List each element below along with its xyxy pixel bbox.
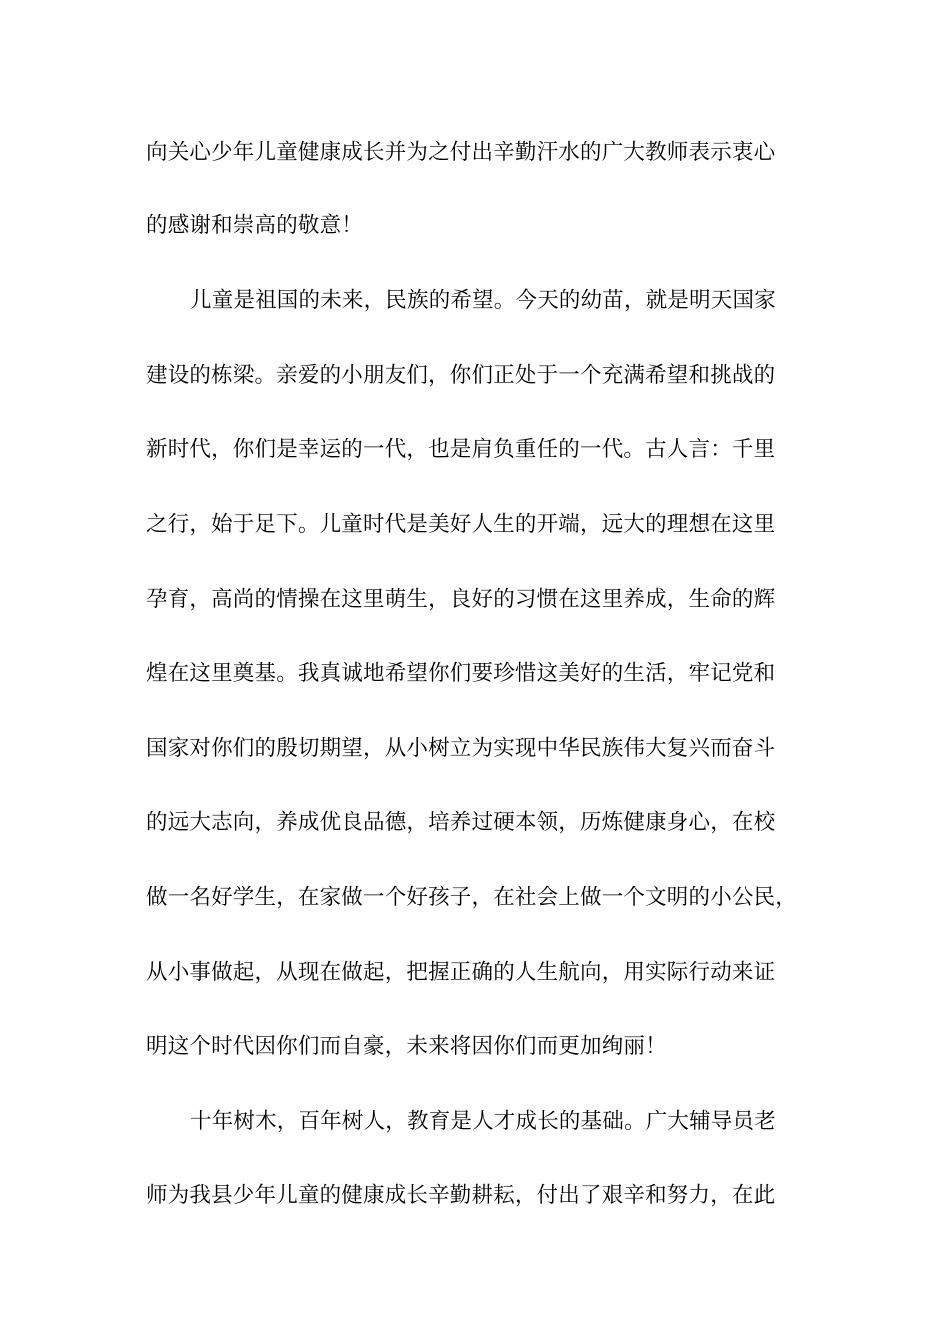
text-line-3: 儿童是祖国的未来，民族的希望。今天的幼苗，就是明天国家 bbox=[190, 288, 776, 313]
text-line-8: 煌在这里奠基。我真诚地希望你们要珍惜这美好的生活，牢记党和 bbox=[146, 661, 776, 686]
text-line-10: 的远大志向，养成优良品德，培养过硬本领，历炼健康身心，在校 bbox=[146, 810, 776, 835]
text-line-12: 从小事做起，从现在做起，把握正确的人生航向，用实际行动来证 bbox=[146, 960, 776, 985]
text-line-6: 之行，始于足下。儿童时代是美好人生的开端，远大的理想在这里 bbox=[146, 512, 776, 537]
text-line-13: 明这个时代因你们而自豪，未来将因你们而更加绚丽！ bbox=[146, 1034, 667, 1059]
text-line-9: 国家对你们的殷切期望，从小树立为实现中华民族伟大复兴而奋斗 bbox=[146, 736, 776, 761]
text-line-5: 新时代，你们是幸运的一代，也是肩负重任的一代。古人言：千里 bbox=[146, 437, 776, 462]
text-line-1: 向关心少年儿童健康成长并为之付出辛勤汗水的广大教师表示衷心 bbox=[146, 140, 776, 165]
text-line-4: 建设的栋梁。亲爱的小朋友们，你们正处于一个充满希望和挑战的 bbox=[146, 363, 776, 388]
text-line-14: 十年树木，百年树人，教育是人才成长的基础。广大辅导员老 bbox=[190, 1109, 776, 1134]
text-line-11: 做一名好学生，在家做一个好孩子，在社会上做一个文明的小公民， bbox=[146, 885, 798, 910]
text-line-2: 的感谢和崇高的敬意！ bbox=[146, 213, 364, 238]
text-line-7: 孕育，高尚的情操在这里萌生，良好的习惯在这里养成，生命的辉 bbox=[146, 587, 776, 612]
text-line-15: 师为我县少年儿童的健康成长辛勤耕耘，付出了艰辛和努力，在此 bbox=[146, 1183, 776, 1208]
